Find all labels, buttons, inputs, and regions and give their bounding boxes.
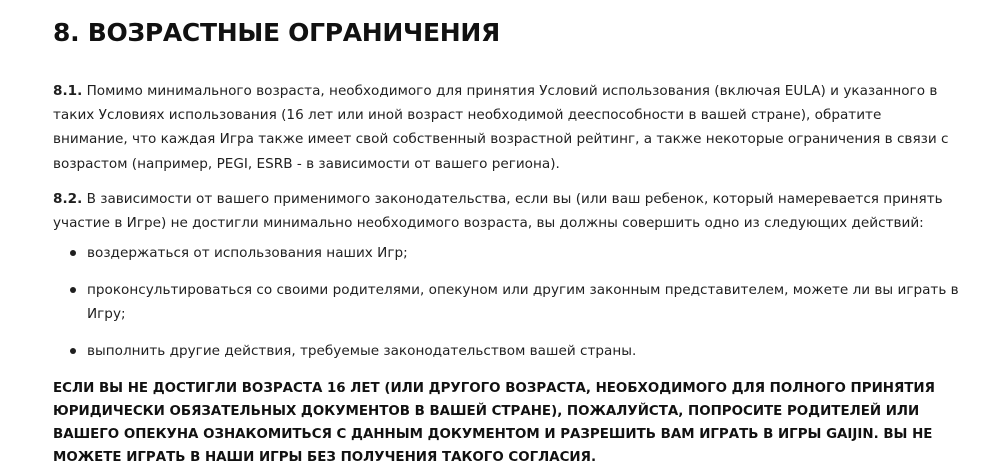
actions-list: [53, 241, 960, 363]
clause-number: 8.2.: [53, 190, 83, 207]
list-item: [53, 278, 960, 326]
bullet-icon: [70, 250, 76, 256]
bullet-icon: [70, 348, 76, 354]
clause-8-1: [53, 79, 960, 176]
section-title: 8. ВОЗРАСТНЫЕ ОГРАНИЧЕНИЯ: [53, 18, 500, 47]
list-item: [53, 339, 960, 363]
clause-text: Помимо минимального возраста, необходимого для принятия Условий использования (включая EULA) и указанного в таких Условиях использования (16 лет или иной возраст необходимой дееспособности в вашей стране), обратите внимание, что каждая Игра также имеет свой собственный возрастной рейтинг, а также некоторые ограничения в связи с возрастом (например, PEGI, ESRB - в зависимости от вашего региона).: [53, 83, 949, 172]
clause-8-2: [53, 187, 960, 235]
list-item-text: выполнить другие действия, требуемые законодательством вашей страны.: [87, 343, 637, 360]
age-consent-notice: ЕСЛИ ВЫ НЕ ДОСТИГЛИ ВОЗРАСТА 16 ЛЕТ (ИЛИ ДРУГОГО ВОЗРАСТА, НЕОБХОДИМОГО ДЛЯ ПОЛНОГО ПРИНЯТИЯ ЮРИДИЧЕСКИ ОБЯЗАТЕЛЬНЫХ ДОКУМЕНТОВ В ВАШЕЙ СТРАНЕ), ПОЖАЛУЙСТА, ПОПРОСИТЕ РОДИТЕЛЕЙ ИЛИ ВАШЕГО ОПЕКУНА ОЗНАКОМИТЬСЯ С ДАННЫМ ДОКУМЕНТОМ И РАЗРЕШИТЬ ВАМ ИГРАТЬ В ИГРЫ GAIJIN. ВЫ НЕ МОЖЕТЕ ИГРАТЬ В НАШИ ИГРЫ БЕЗ ПОЛУЧЕНИЯ ТАКОГО СОГЛАСИЯ.: [53, 381, 935, 465]
list-item-text: воздержаться от использования наших Игр;: [87, 245, 408, 262]
clause-text: В зависимости от вашего применимого законодательства, если вы (или ваш ребенок, который намеревается принять участие в Игре) не достигли минимально необходимого возраста, вы должны совершить одно из следующих действий:: [53, 190, 943, 232]
list-item-text: проконсультироваться со своими родителями, опекуном или другим законным представителем, можете ли вы играть в Игру;: [87, 282, 959, 323]
clause-number: 8.1.: [53, 83, 83, 99]
bullet-icon: [70, 287, 76, 293]
list-item: [53, 241, 960, 265]
